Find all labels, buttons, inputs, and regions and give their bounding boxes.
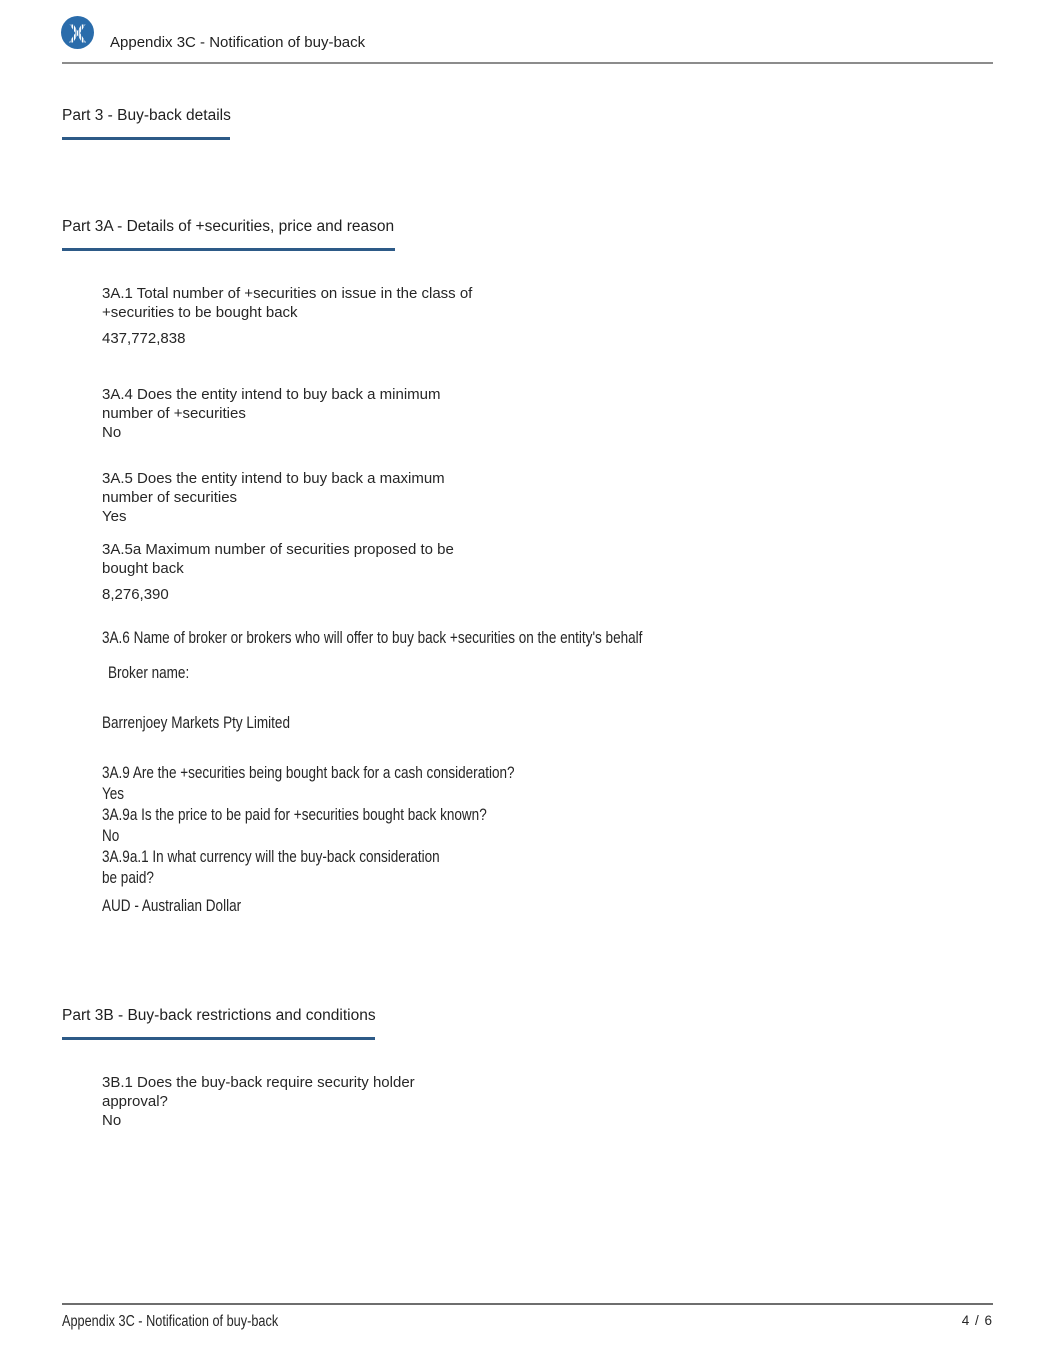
question-3a9a1 (102, 847, 993, 917)
field-value: Barrenjoey Markets Pty Limited (102, 714, 290, 732)
question-text: 3A.5a Maximum number of securities proposed to be (102, 541, 454, 558)
section-part3b (62, 1006, 993, 1130)
question-text: number of securities (102, 489, 238, 506)
document-footer (62, 1312, 993, 1332)
broker-name-value (102, 713, 993, 734)
section-part3 (62, 106, 231, 140)
question-3a5 (102, 469, 993, 526)
header-title: Appendix 3C - Notification of buy-back (110, 34, 366, 51)
broker-name-label (102, 663, 993, 684)
field-label: Broker name: (108, 664, 190, 682)
svg-text:X: X (68, 18, 87, 49)
question-text: 3A.9a Is the price to be paid for +securities bought back known? (102, 806, 487, 824)
part3-title: Part 3 - Buy-back details (62, 107, 231, 124)
question-text: 3A.1 Total number of +securities on issue in the class of (102, 285, 473, 302)
part3b-items (62, 1073, 993, 1130)
question-3a9a (102, 805, 993, 847)
footer-page-indicator: 4 / 6 (961, 1313, 993, 1328)
question-text: 3A.9 Are the +securities being bought back for a cash consideration? (102, 764, 515, 782)
part3a-underline (62, 248, 395, 251)
question-text: bought back (102, 560, 184, 577)
question-text: number of +securities (102, 405, 246, 422)
part3-underline (62, 137, 230, 140)
footer-doc-title: Appendix 3C - Notification of buy-back (62, 1313, 279, 1330)
answer-3a9a1-currency: AUD - Australian Dollar (102, 897, 242, 915)
part3b-title: Part 3B - Buy-back restrictions and conditions (62, 1007, 376, 1024)
answer-3a9: Yes (102, 785, 125, 803)
answer-3a5a-max-securities: 8,276,390 (102, 586, 169, 603)
question-3a9 (102, 763, 993, 805)
answer-3a9a: No (102, 827, 120, 845)
answer-3b1: No (102, 1112, 122, 1129)
part3b-underline (62, 1037, 375, 1040)
part3a-items (62, 284, 993, 917)
footer-divider (62, 1303, 993, 1305)
question-text: 3A.9a.1 In what currency will the buy-back consideration (102, 848, 440, 866)
section-part3a (62, 217, 993, 917)
question-text: be paid? (102, 869, 154, 887)
question-text: 3A.6 Name of broker or brokers who will offer to buy back +securities on the entity's behalf (102, 629, 643, 647)
question-text: +securities to be bought back (102, 304, 298, 321)
asx-logo-icon (61, 16, 94, 49)
question-3b1 (102, 1073, 993, 1130)
answer-3a4: No (102, 424, 122, 441)
question-3a1 (102, 284, 993, 348)
question-text: 3A.5 Does the entity intend to buy back a maximum (102, 470, 445, 487)
question-text: 3B.1 Does the buy-back require security holder (102, 1074, 415, 1091)
answer-3a5: Yes (102, 508, 127, 525)
header-divider (62, 62, 993, 64)
question-text: approval? (102, 1093, 168, 1110)
answer-3a1-total-securities: 437,772,838 (102, 330, 186, 347)
question-3a4 (102, 385, 993, 442)
part3a-title: Part 3A - Details of +securities, price and reason (62, 218, 395, 235)
question-3a6 (102, 628, 993, 649)
question-3a5a (102, 540, 993, 604)
question-text: 3A.4 Does the entity intend to buy back a minimum (102, 386, 441, 403)
